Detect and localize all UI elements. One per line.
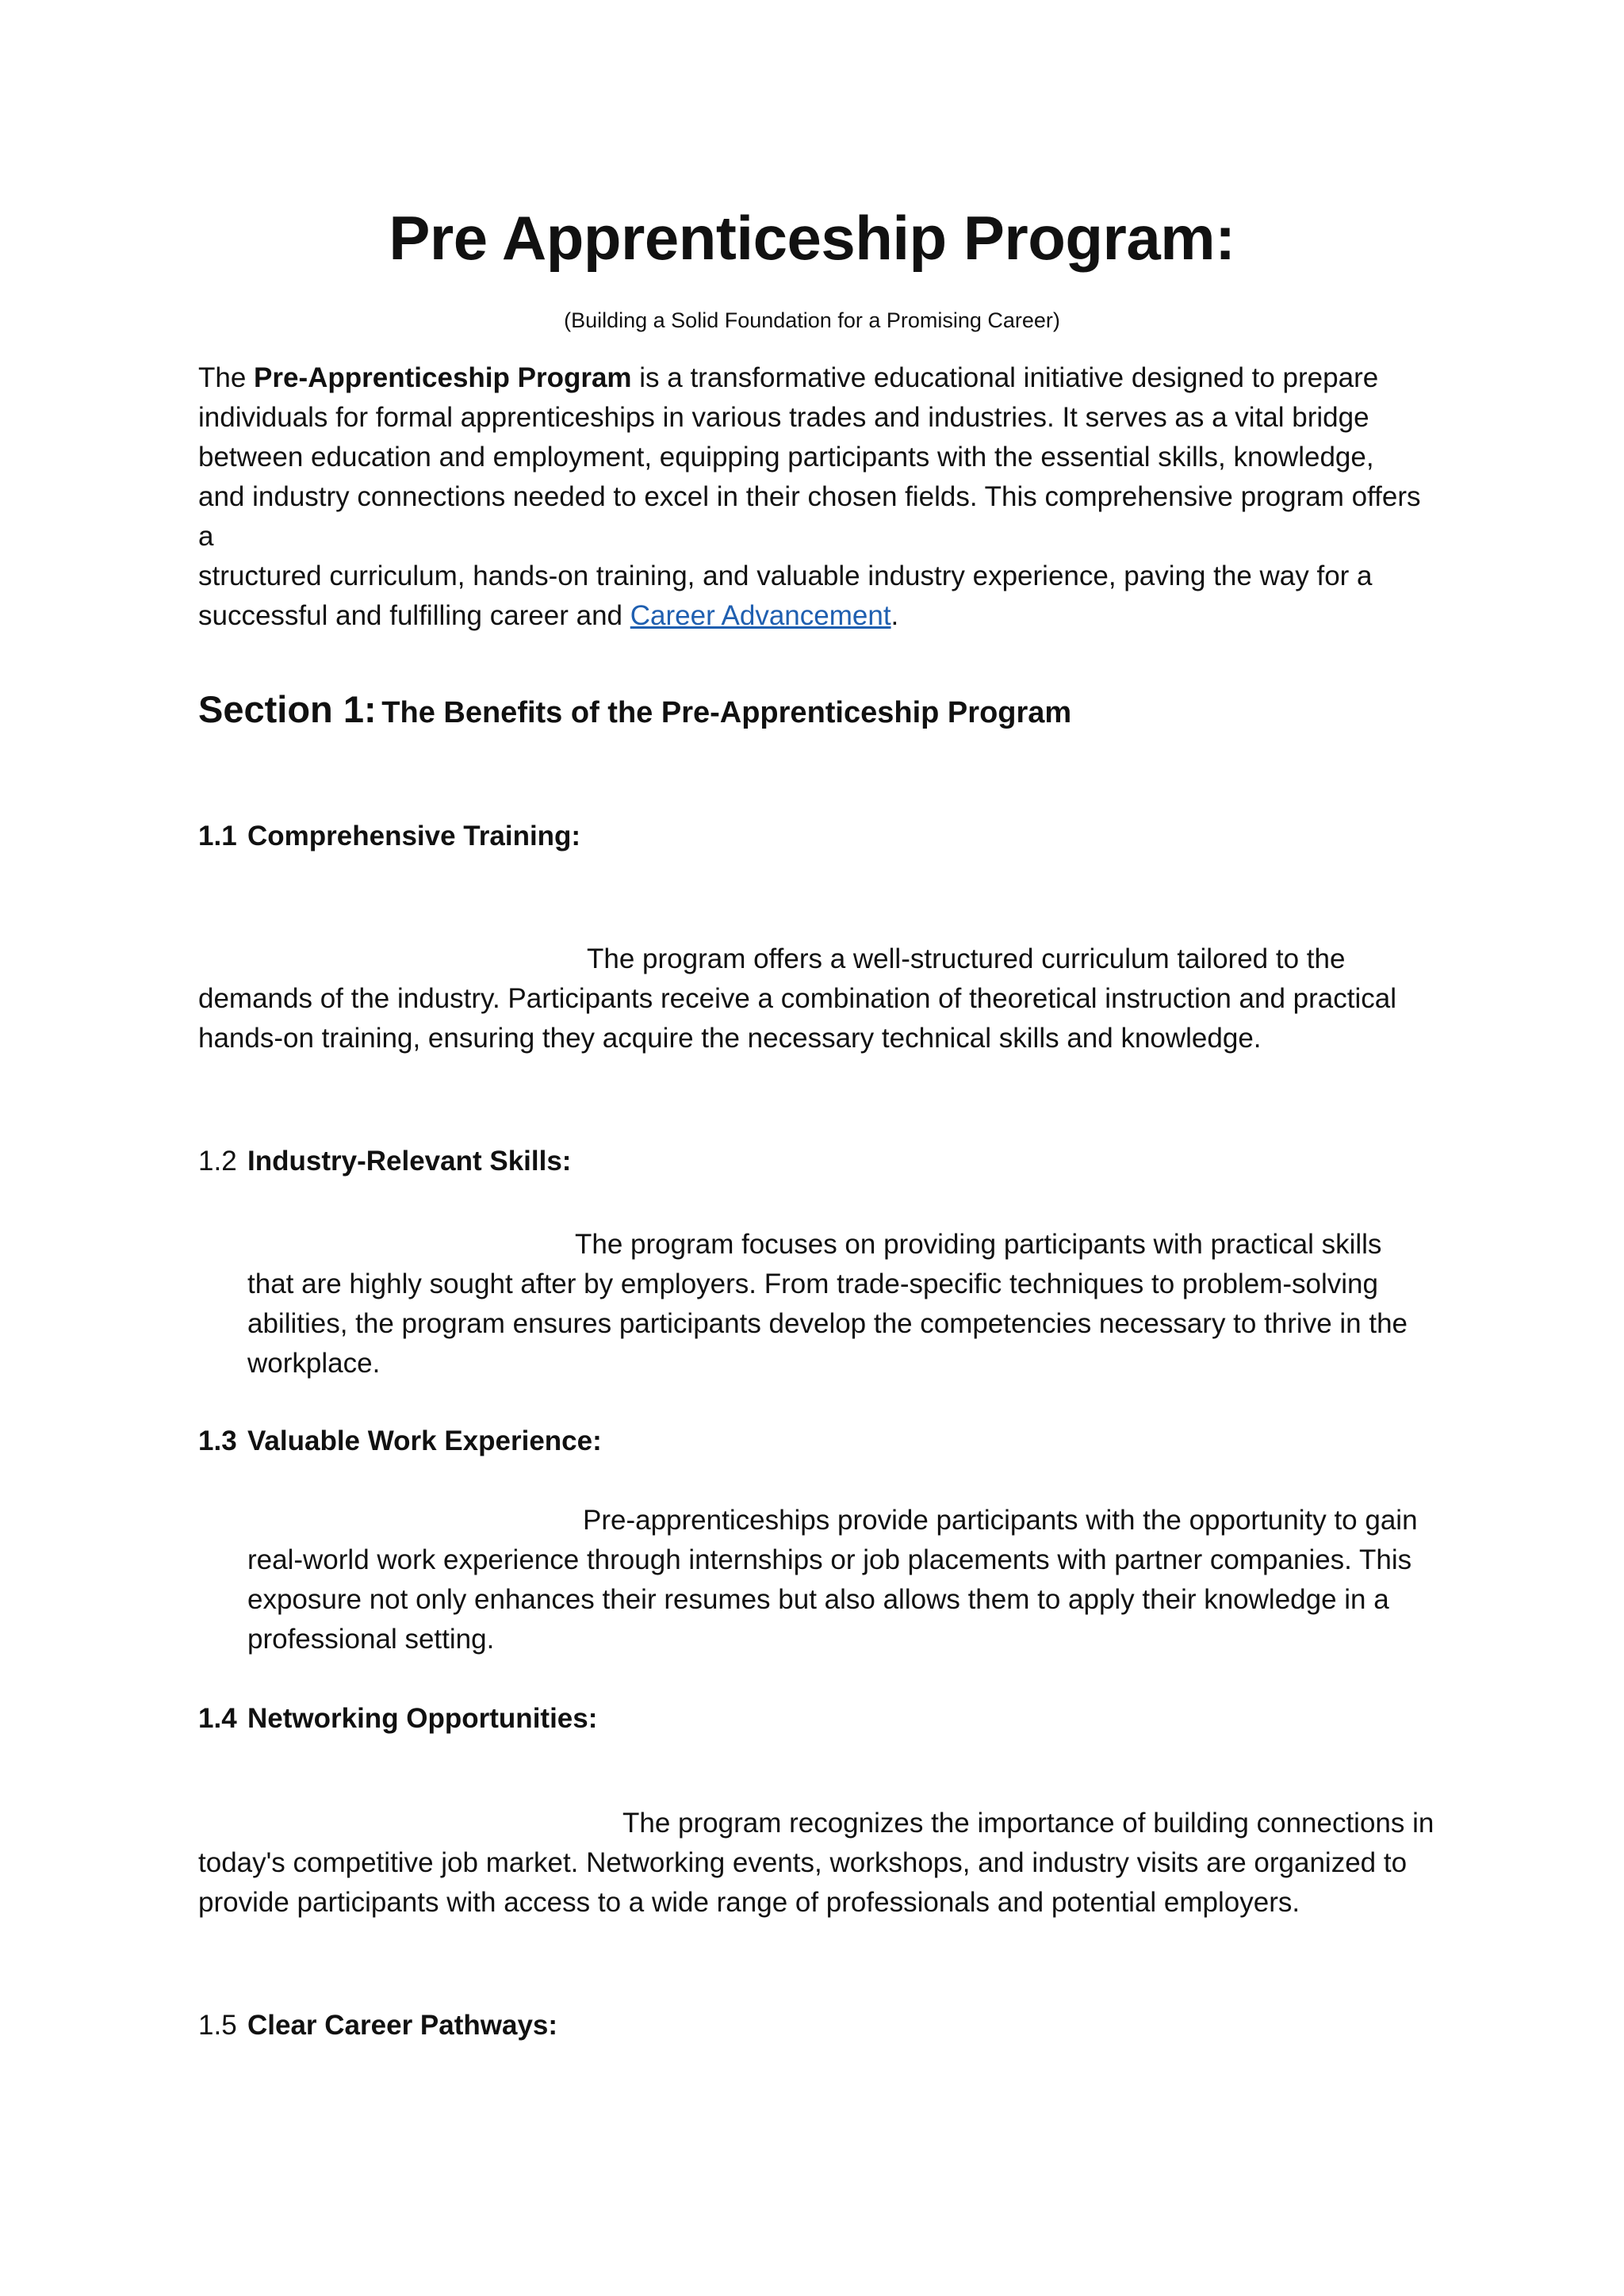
paragraph-line: abilities, the program ensures participants develop the competencies necessary to thrive in the — [247, 1308, 1408, 1339]
paragraph-line: that are highly sought after by employers. From trade-specific techniques to problem-solving — [247, 1269, 1378, 1299]
item-number: 1.3 — [198, 1425, 237, 1456]
paragraph-line: workplace. — [247, 1348, 381, 1379]
intro-line: structured curriculum, hands-on training, and valuable industry experience, paving the way for a — [198, 561, 1373, 591]
item-heading-industry-relevant-skills — [198, 1142, 571, 1181]
paragraph-line: provide participants with access to a wide range of professionals and potential employers. — [198, 1887, 1300, 1918]
paragraph-line: today's competitive job market. Networking events, workshops, and industry visits are organized to — [198, 1847, 1408, 1878]
item-heading-label: Clear Career Pathways: — [247, 2010, 558, 2041]
item-paragraph-industry-relevant-skills — [247, 1225, 1408, 1383]
page-subtitle: (Building a Solid Foundation for a Promising Career) — [564, 308, 1060, 332]
paragraph-line: exposure not only enhances their resumes but also allows them to apply their knowledge in a — [247, 1584, 1389, 1615]
item-heading-comprehensive-training — [198, 817, 580, 856]
item-heading-clear-career-pathways — [198, 2006, 557, 2045]
item-number: 1.1 — [198, 821, 237, 851]
section-1-heading — [198, 682, 1071, 740]
item-paragraph-networking-opportunities — [198, 1804, 1434, 1923]
paragraph-line: professional setting. — [247, 1624, 495, 1655]
item-heading-valuable-work-experience — [198, 1422, 602, 1461]
paragraph-line: demands of the industry. Participants receive a combination of theoretical instruction and practical — [198, 983, 1396, 1014]
item-number: 1.4 — [198, 1703, 237, 1734]
intro-paragraph — [198, 358, 1443, 636]
intro-prefix: The — [198, 362, 255, 393]
item-number: 1.5 — [198, 2010, 237, 2041]
career-advancement-link[interactable]: Career Advancement — [630, 600, 891, 631]
paragraph-line: hands-on training, ensuring they acquire the necessary technical skills and knowledge. — [198, 1023, 1262, 1054]
item-heading-networking-opportunities — [198, 1699, 597, 1739]
item-heading-label: Comprehensive Training: — [247, 821, 581, 851]
paragraph-line: real-world work experience through internships or job placements with partner companies. This — [247, 1544, 1412, 1575]
intro-line: between education and employment, equipping participants with the essential skills, knowledge, — [198, 442, 1374, 473]
item-heading-label: Industry-Relevant Skills: — [247, 1146, 572, 1177]
intro-line: individuals for formal apprenticeships in various trades and industries. It serves as a vital bridge — [198, 402, 1369, 433]
section-label: Section 1: — [198, 688, 377, 730]
page-title: Pre Apprenticeship Program: — [389, 203, 1235, 273]
item-paragraph-valuable-work-experience — [247, 1501, 1418, 1659]
intro-bold-term: Pre-Apprenticeship Program — [254, 362, 632, 393]
intro-line6-prefix: successful and fulfilling career and — [198, 600, 630, 631]
section-title: The Benefits of the Pre-Apprenticeship Program — [381, 696, 1072, 729]
item-heading-label: Networking Opportunities: — [247, 1703, 598, 1734]
intro-line — [198, 596, 1443, 636]
intro-line6-suffix: . — [891, 600, 899, 631]
paragraph-line: The program recognizes the importance of building connections in — [622, 1808, 1434, 1839]
item-number: 1.2 — [198, 1146, 237, 1177]
intro-line: and industry connections needed to excel in their chosen fields. This comprehensive program offers a — [198, 481, 1421, 552]
intro-line — [198, 358, 1443, 398]
paragraph-line: Pre-apprenticeships provide participants with the opportunity to gain — [583, 1505, 1418, 1536]
intro-line1-rest: is a transformative educational initiative designed to prepare — [631, 362, 1379, 393]
item-heading-label: Valuable Work Experience: — [247, 1425, 602, 1456]
paragraph-line: The program focuses on providing participants with practical skills — [575, 1229, 1382, 1260]
paragraph-line: The program offers a well-structured curriculum tailored to the — [587, 943, 1346, 974]
item-paragraph-comprehensive-training — [198, 939, 1396, 1058]
